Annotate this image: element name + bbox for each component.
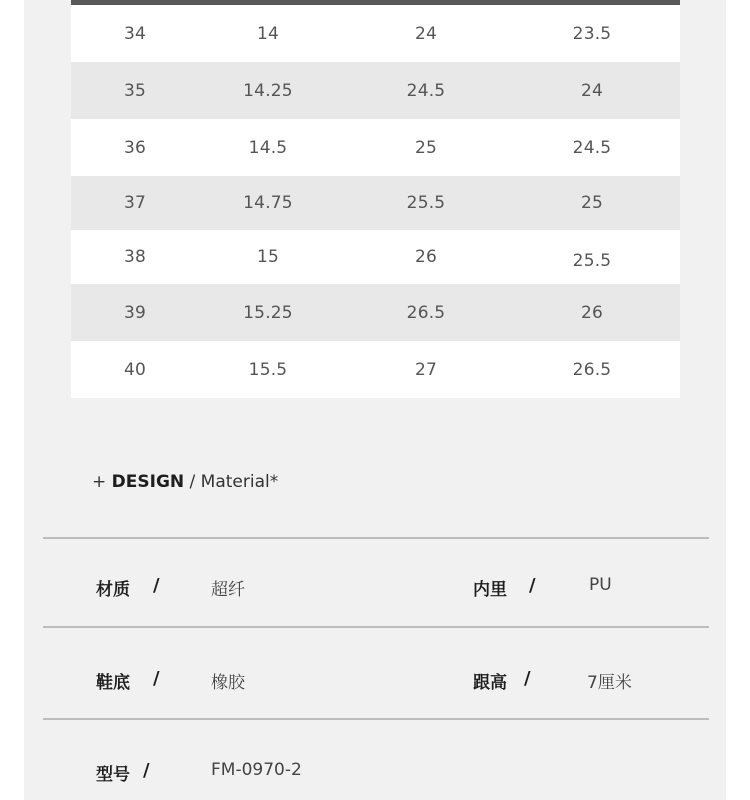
foot-length-cell: 25.5 bbox=[406, 193, 446, 213]
material-value: 超纤 bbox=[211, 580, 245, 600]
size-table bbox=[71, 5, 680, 398]
table-row bbox=[71, 119, 680, 176]
material-label: 材质 bbox=[96, 580, 130, 600]
eu-size-cell: 39 bbox=[123, 302, 147, 323]
design-material-heading bbox=[92, 472, 278, 492]
sole-label: 鞋底 bbox=[96, 673, 130, 693]
material-slash: / bbox=[153, 575, 160, 596]
foot-length-cell: 24.5 bbox=[406, 80, 446, 101]
foot-length-cell: 27 bbox=[414, 359, 438, 380]
foot-length-cell: 24 bbox=[414, 23, 438, 44]
design-title: DESIGN bbox=[111, 472, 185, 492]
model-label: 型号 bbox=[96, 765, 130, 785]
heel-height-slash: / bbox=[524, 668, 531, 689]
table-row bbox=[71, 5, 680, 62]
inner-length-cell: 25 bbox=[580, 193, 604, 213]
plus-icon: + bbox=[92, 472, 107, 492]
foot-width-cell: 14.5 bbox=[248, 137, 288, 158]
inner-length-cell: 24 bbox=[580, 80, 604, 101]
inner-length-cell: 25.5 bbox=[572, 250, 612, 271]
inner-length-cell: 26 bbox=[580, 302, 604, 323]
eu-size-cell: 40 bbox=[123, 359, 147, 380]
table-row bbox=[71, 230, 680, 284]
foot-width-cell: 15 bbox=[256, 247, 280, 267]
eu-size-cell: 35 bbox=[123, 80, 147, 101]
eu-size-cell: 37 bbox=[123, 193, 147, 213]
sole-slash: / bbox=[153, 668, 160, 689]
spec-divider bbox=[43, 537, 709, 539]
inner-length-cell: 23.5 bbox=[572, 23, 612, 44]
lining-value: PU bbox=[589, 575, 612, 595]
table-row bbox=[71, 176, 680, 230]
lining-label: 内里 bbox=[473, 580, 507, 600]
spec-divider bbox=[43, 718, 709, 720]
lining-slash: / bbox=[529, 575, 536, 596]
model-value: FM-0970-2 bbox=[211, 760, 302, 780]
foot-width-cell: 15.5 bbox=[248, 359, 288, 380]
sole-value: 橡胶 bbox=[211, 673, 245, 693]
inner-length-cell: 24.5 bbox=[572, 137, 612, 158]
heel-height-label: 跟高 bbox=[473, 673, 507, 693]
table-row bbox=[71, 341, 680, 398]
foot-width-cell: 14.75 bbox=[243, 193, 293, 213]
foot-length-cell: 26.5 bbox=[406, 302, 446, 323]
foot-length-cell: 26 bbox=[414, 247, 438, 267]
eu-size-cell: 38 bbox=[123, 247, 147, 267]
eu-size-cell: 36 bbox=[123, 137, 147, 158]
table-row bbox=[71, 284, 680, 341]
model-slash: / bbox=[143, 760, 150, 781]
eu-size-cell: 34 bbox=[123, 23, 147, 44]
heel-height-value: 7厘米 bbox=[587, 673, 632, 693]
table-row bbox=[71, 62, 680, 119]
foot-length-cell: 25 bbox=[414, 137, 438, 158]
foot-width-cell: 14 bbox=[256, 23, 280, 44]
foot-width-cell: 14.25 bbox=[243, 80, 293, 101]
inner-length-cell: 26.5 bbox=[572, 359, 612, 380]
material-subtitle: / Material* bbox=[189, 472, 279, 492]
foot-width-cell: 15.25 bbox=[243, 302, 293, 323]
spec-divider bbox=[43, 626, 709, 628]
